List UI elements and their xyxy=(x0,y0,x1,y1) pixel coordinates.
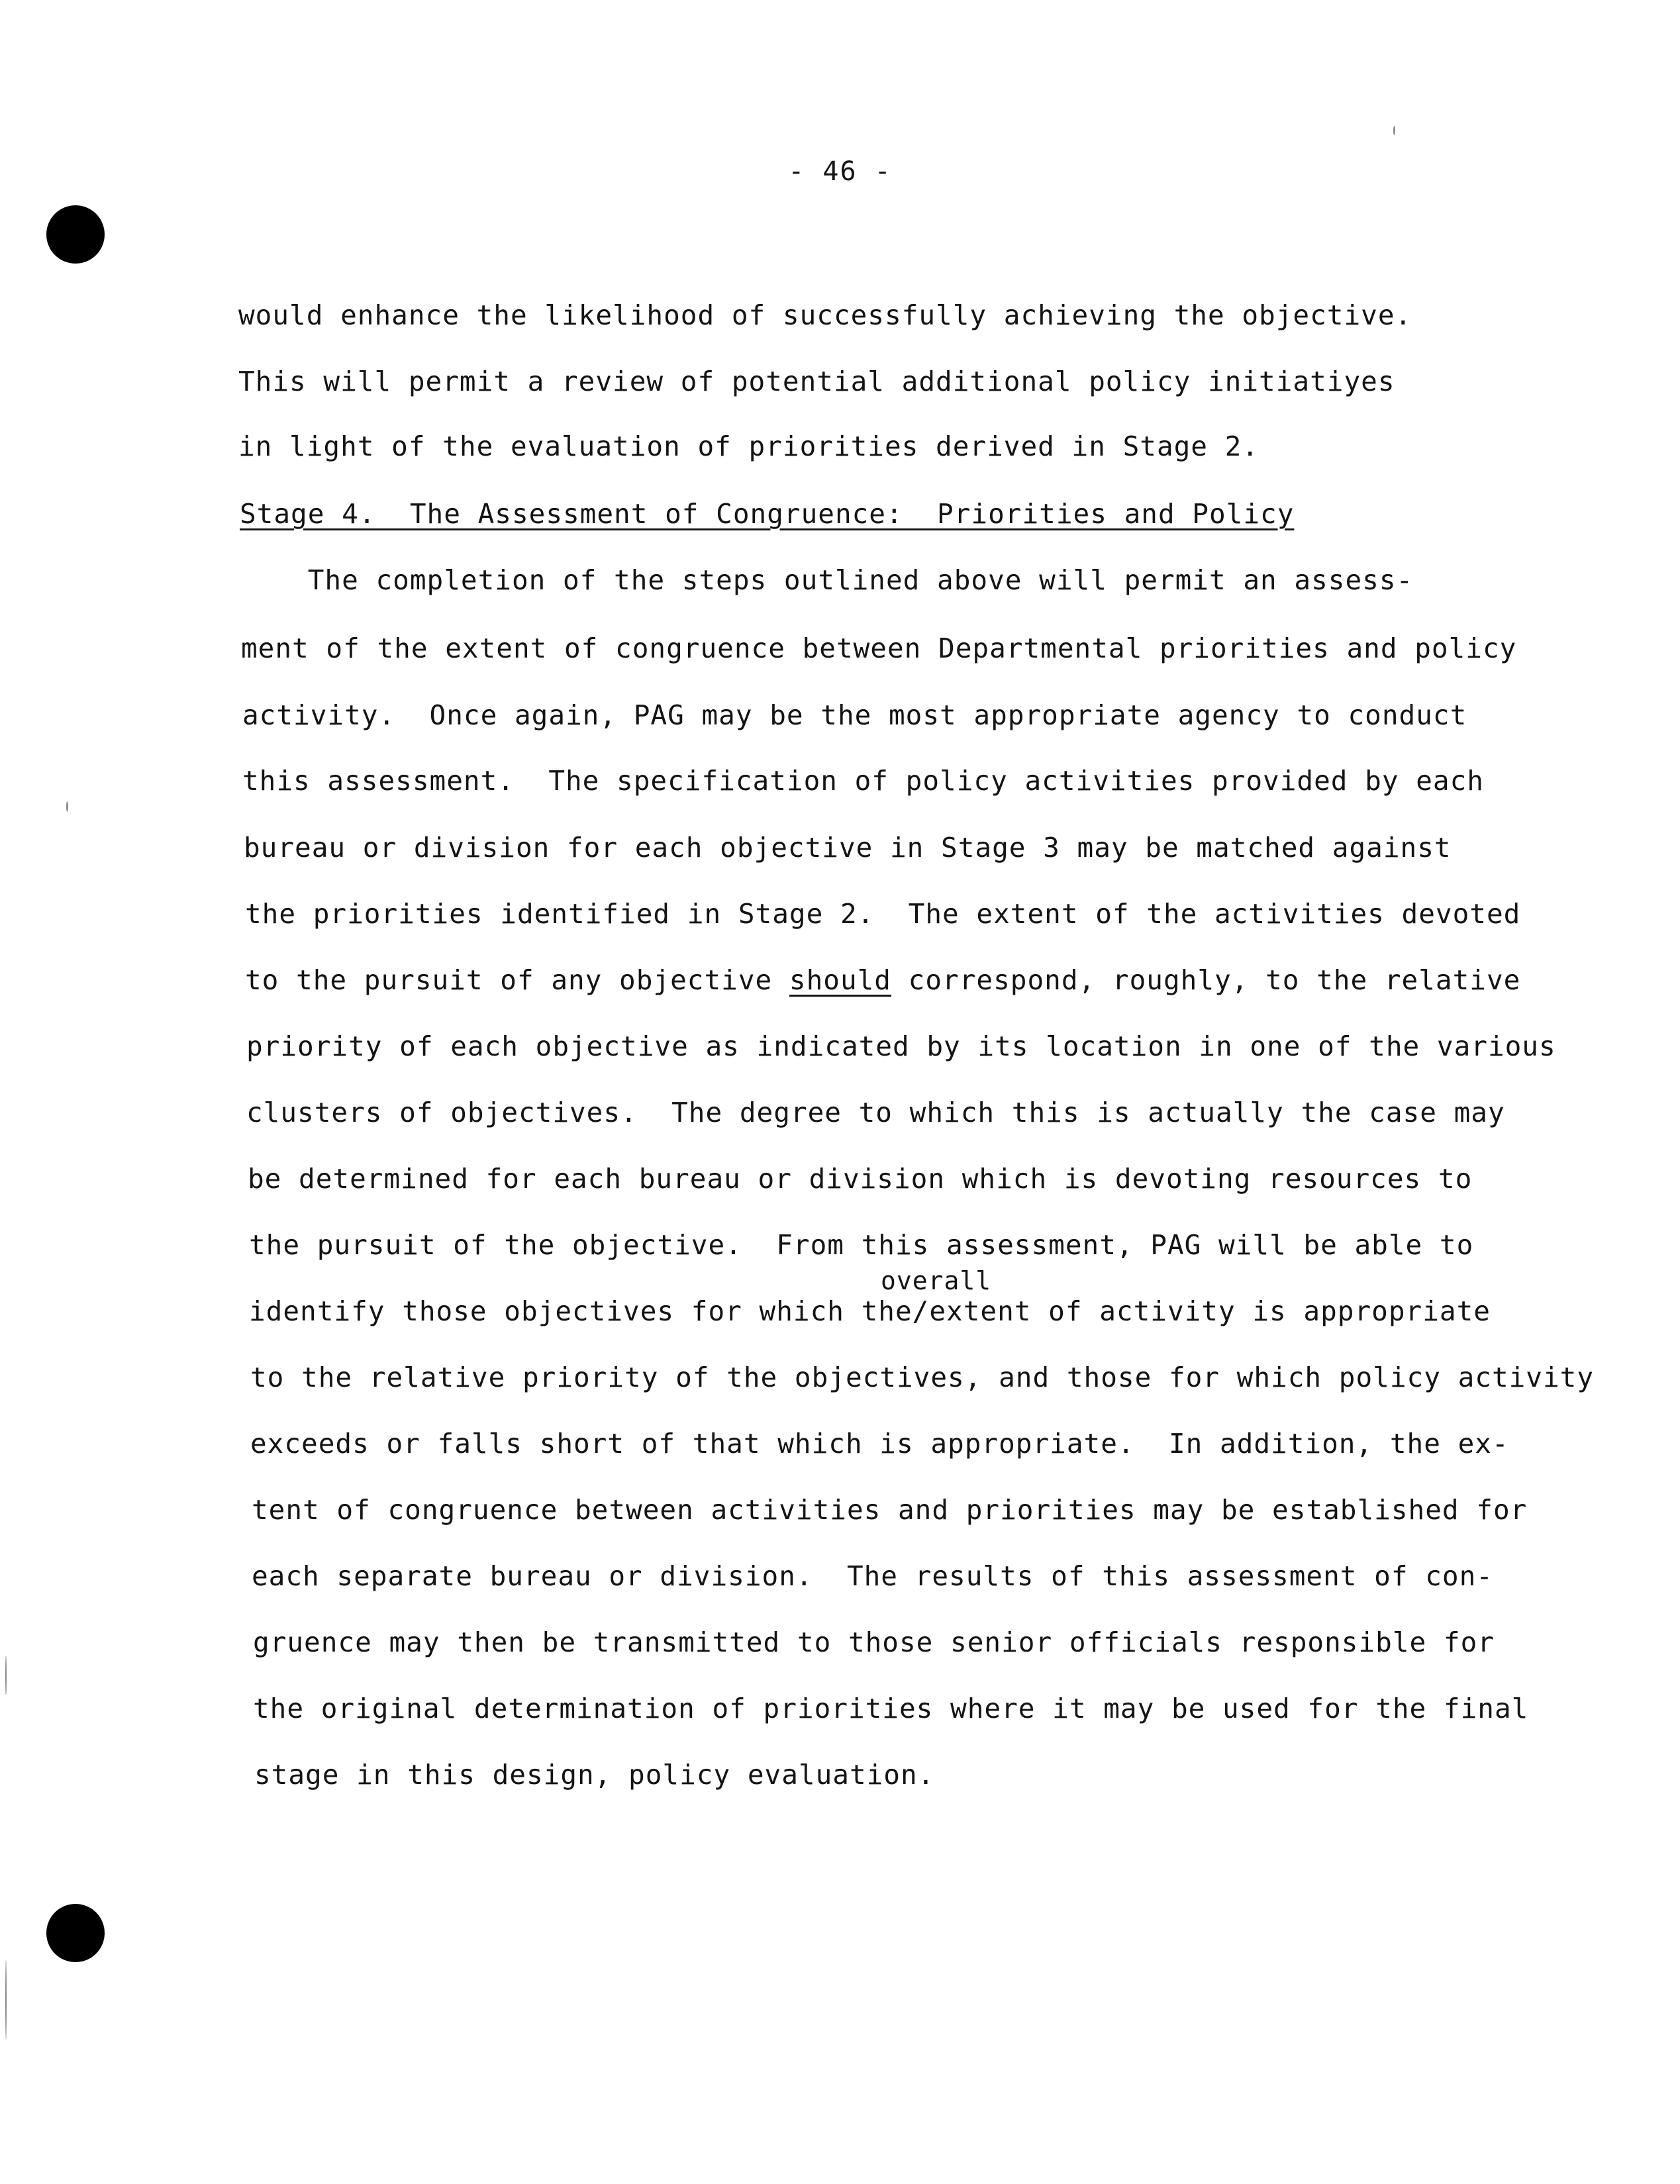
paragraph-line-13: to the relative priority of the objectives, and those for which policy activity xyxy=(250,1362,1595,1393)
line-7-end: correspond, roughly, to the relative xyxy=(891,964,1521,996)
punch-hole-bottom xyxy=(46,1904,105,1962)
paragraph-line-2: ment of the extent of congruence between Departmental priorities and policy xyxy=(241,632,1517,664)
paragraph-line-7 xyxy=(245,964,1520,996)
paragraph-line-9: clusters of objectives. The degree to which this is actually the case may xyxy=(246,1097,1505,1128)
line-7-start: to the pursuit of any objective xyxy=(245,964,789,996)
paragraph-line-6: the priorities identified in Stage 2. The extent of the activities devoted xyxy=(245,898,1521,930)
paragraph-line-5: bureau or division for each objective in Stage 3 may be matched against xyxy=(244,832,1452,864)
text-line-3: in light of the evaluation of priorities derived in Stage 2. xyxy=(238,430,1260,462)
punch-hole-top xyxy=(46,205,105,264)
handwritten-insert: overall xyxy=(881,1266,992,1295)
paragraph-line-14: exceeds or falls short of that which is appropriate. In addition, the ex- xyxy=(250,1428,1509,1460)
emphasized-should: should xyxy=(789,964,891,996)
page-number: - 46 - xyxy=(788,156,892,187)
paragraph-line-15: tent of congruence between activities and priorities may be established for xyxy=(252,1494,1528,1526)
scan-speck xyxy=(5,1656,7,1695)
paragraph-line-4: this assessment. The specification of policy activities provided by each xyxy=(242,765,1484,797)
text-line-2: This will permit a review of potential additional policy initiatiyes xyxy=(238,366,1395,397)
paragraph-line-16: each separate bureau or division. The results of this assessment of con- xyxy=(252,1560,1493,1592)
paragraph-line-19: stage in this design, policy evaluation. xyxy=(254,1759,935,1791)
paragraph-line-10: be determined for each bureau or division which is devoting resources to xyxy=(248,1163,1473,1195)
paragraph-line-8: priority of each objective as indicated by its location in one of the various xyxy=(246,1030,1556,1062)
paragraph-line-12: identify those objectives for which the/extent of activity is appropriate xyxy=(249,1295,1491,1327)
paragraph-line-3: activity. Once again, PAG may be the most appropriate agency to conduct xyxy=(242,699,1467,731)
paragraph-line-18: the original determination of priorities where it may be used for the final xyxy=(253,1693,1529,1724)
paragraph-line-17: gruence may then be transmitted to those senior officials responsible for xyxy=(253,1626,1495,1658)
text-line-1: would enhance the likelihood of successfully achieving the objective. xyxy=(238,299,1412,331)
scan-speck xyxy=(1393,126,1395,135)
paragraph-line-1: The completion of the steps outlined above will permit an assess- xyxy=(240,564,1414,596)
section-heading: Stage 4. The Assessment of Congruence: Priorities and Policy xyxy=(240,498,1295,530)
scan-speck xyxy=(66,801,68,812)
scan-speck xyxy=(5,1960,7,2040)
paragraph-line-11: the pursuit of the objective. From this assessment, PAG will be able to xyxy=(249,1229,1474,1261)
